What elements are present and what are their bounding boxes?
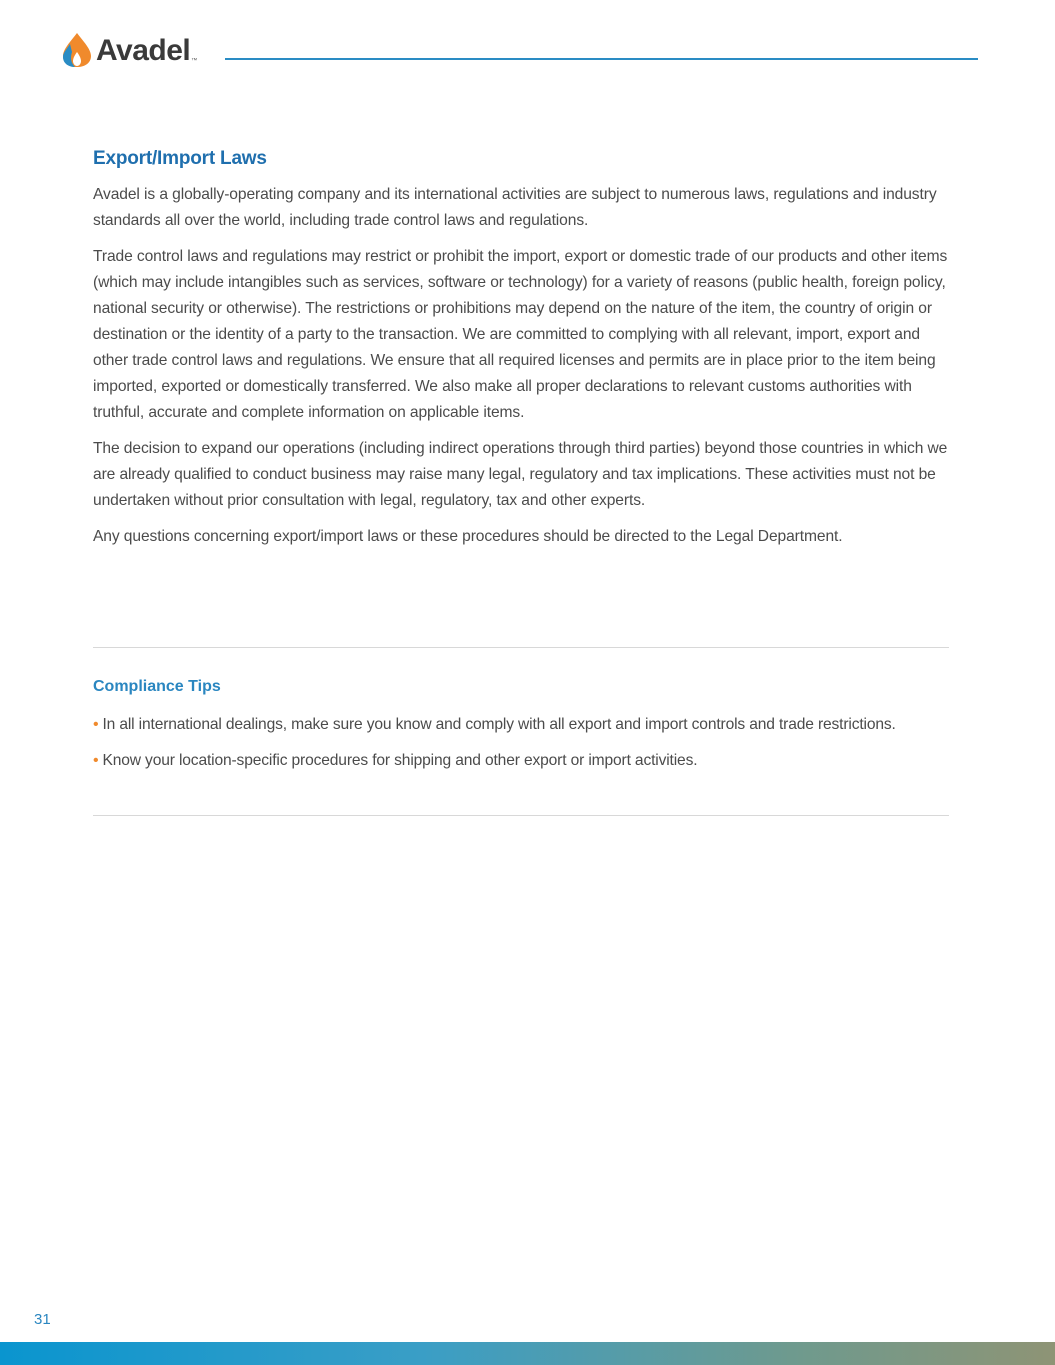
section-title: Export/Import Laws bbox=[93, 148, 267, 169]
footer-bar bbox=[0, 1342, 1055, 1365]
logo-trademark: ™ bbox=[191, 58, 198, 64]
header-rule bbox=[225, 58, 978, 60]
paragraph-2: Trade control laws and regulations may restrict or prohibit the import, export or domestic trade of our products and other items (which may include intangibles such as services, software or technology) for a variety of reasons (public health, foreign policy, national security or otherwise). The restrictions or prohibitions may depend on the nature of the item, the country of origin or destination or the identity of a party to the transaction. We are committed to complying with all relevant, import, export and other trade control laws and regulations. We ensure that all required licenses and permits are in place prior to the item being imported, exported or domestically transferred. We also make all proper declarations to relevant customs authorities with truthful, accurate and complete information on applicable items. bbox=[93, 248, 948, 421]
avadel-logo-icon bbox=[60, 32, 94, 68]
tip-text: Know your location-specific procedures for shipping and other export or import activities. bbox=[102, 752, 698, 769]
main-content bbox=[93, 148, 953, 560]
tip-text: In all international dealings, make sure you know and comply with all export and import controls and trade restrictions. bbox=[102, 716, 896, 733]
paragraph-4: Any questions concerning export/import laws or these procedures should be directed to the Legal Department. bbox=[93, 528, 843, 545]
compliance-tips-box bbox=[93, 647, 949, 816]
paragraph-3: The decision to expand our operations (including indirect operations through third parties) beyond those countries in which we are already qualified to conduct business may raise many legal, regulatory and tax implications. These activities must not be undertaken without prior consultation with legal, regulatory, tax and other experts. bbox=[93, 440, 948, 509]
page-number: 31 bbox=[34, 1311, 51, 1328]
bullet-icon: • bbox=[93, 752, 99, 769]
logo-text: Avadel bbox=[96, 34, 191, 67]
page-header bbox=[60, 30, 980, 70]
list-item bbox=[93, 748, 973, 774]
bullet-icon: • bbox=[93, 716, 99, 733]
compliance-tips-title: Compliance Tips bbox=[93, 678, 221, 695]
avadel-logo bbox=[60, 32, 197, 68]
paragraph-1: Avadel is a globally-operating company and its international activities are subject to numerous laws, regulations and industry standards all over the world, including trade control laws and regulations. bbox=[93, 186, 937, 229]
list-item bbox=[93, 712, 973, 738]
compliance-tips-list bbox=[93, 712, 973, 784]
